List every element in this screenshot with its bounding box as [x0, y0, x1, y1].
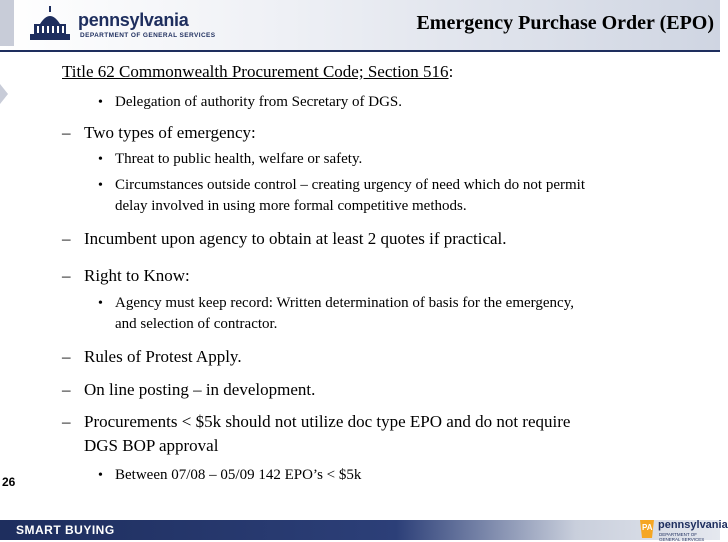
page-number: 26	[2, 475, 16, 489]
item-two-types: Two types of emergency:	[84, 123, 256, 142]
bullet-icon: •	[98, 178, 103, 193]
dash-icon: –	[62, 347, 71, 366]
sub-bullet: Circumstances outside control – creating urgency of need which do not permit	[115, 177, 586, 193]
dash-icon: –	[62, 412, 71, 431]
sub-bullet-continuation: and selection of contractor.	[115, 316, 278, 332]
item-procurements-continuation: DGS BOP approval	[84, 436, 219, 455]
header-band	[0, 0, 720, 52]
item-quotes: Incumbent upon agency to obtain at least 2 quotes if practical.	[84, 229, 507, 248]
item-right-to-know: Right to Know:	[84, 266, 190, 285]
side-arrow-icon	[0, 84, 8, 104]
item-protest: Rules of Protest Apply.	[84, 347, 242, 366]
dash-icon: –	[62, 266, 71, 285]
pennsylvania-logo	[18, 4, 218, 44]
sub-bullet: Agency must keep record: Written determination of basis for the emergency,	[115, 295, 574, 311]
footer-logo-tagline: DEPARTMENT OF GENERAL SERVICES	[659, 532, 705, 542]
intro-line	[62, 62, 453, 82]
logo-subtitle: DEPARTMENT OF GENERAL SERVICES	[80, 32, 216, 39]
footer-pennsylvania-logo	[638, 518, 728, 542]
capitol-dome-icon	[26, 4, 74, 44]
dash-icon: –	[62, 123, 71, 142]
footer-logo-pa: PA	[642, 523, 653, 532]
footer-logo-wordmark: pennsylvania	[658, 519, 728, 531]
bullet-icon: •	[98, 296, 103, 311]
header-side-tab	[0, 0, 14, 46]
bullet-icon: •	[98, 468, 103, 483]
item-online-posting: On line posting – in development.	[84, 380, 316, 399]
sub-bullet-continuation: delay involved in using more formal competitive methods.	[115, 198, 467, 214]
bullet-icon: •	[98, 152, 103, 167]
intro-colon: :	[448, 62, 454, 81]
sub-bullet: Threat to public health, welfare or safety.	[115, 151, 363, 167]
dash-icon: –	[62, 229, 71, 248]
dash-icon: –	[62, 380, 71, 399]
slide-title: Emergency Purchase Order (EPO)	[416, 12, 714, 34]
sub-bullet: Between 07/08 – 05/09 142 EPO’s < $5k	[115, 467, 362, 483]
intro-reference: Title 62 Commonwealth Procurement Code; Section 516	[62, 62, 449, 81]
logo-wordmark: pennsylvania	[78, 10, 189, 30]
bullet-icon: •	[98, 95, 103, 110]
footer-smart-buying: SMART BUYING	[16, 523, 115, 537]
footer-band	[0, 520, 720, 540]
intro-bullet: Delegation of authority from Secretary of DGS.	[115, 94, 402, 110]
item-procurements: Procurements < $5k should not utilize doc type EPO and do not require	[84, 412, 571, 431]
